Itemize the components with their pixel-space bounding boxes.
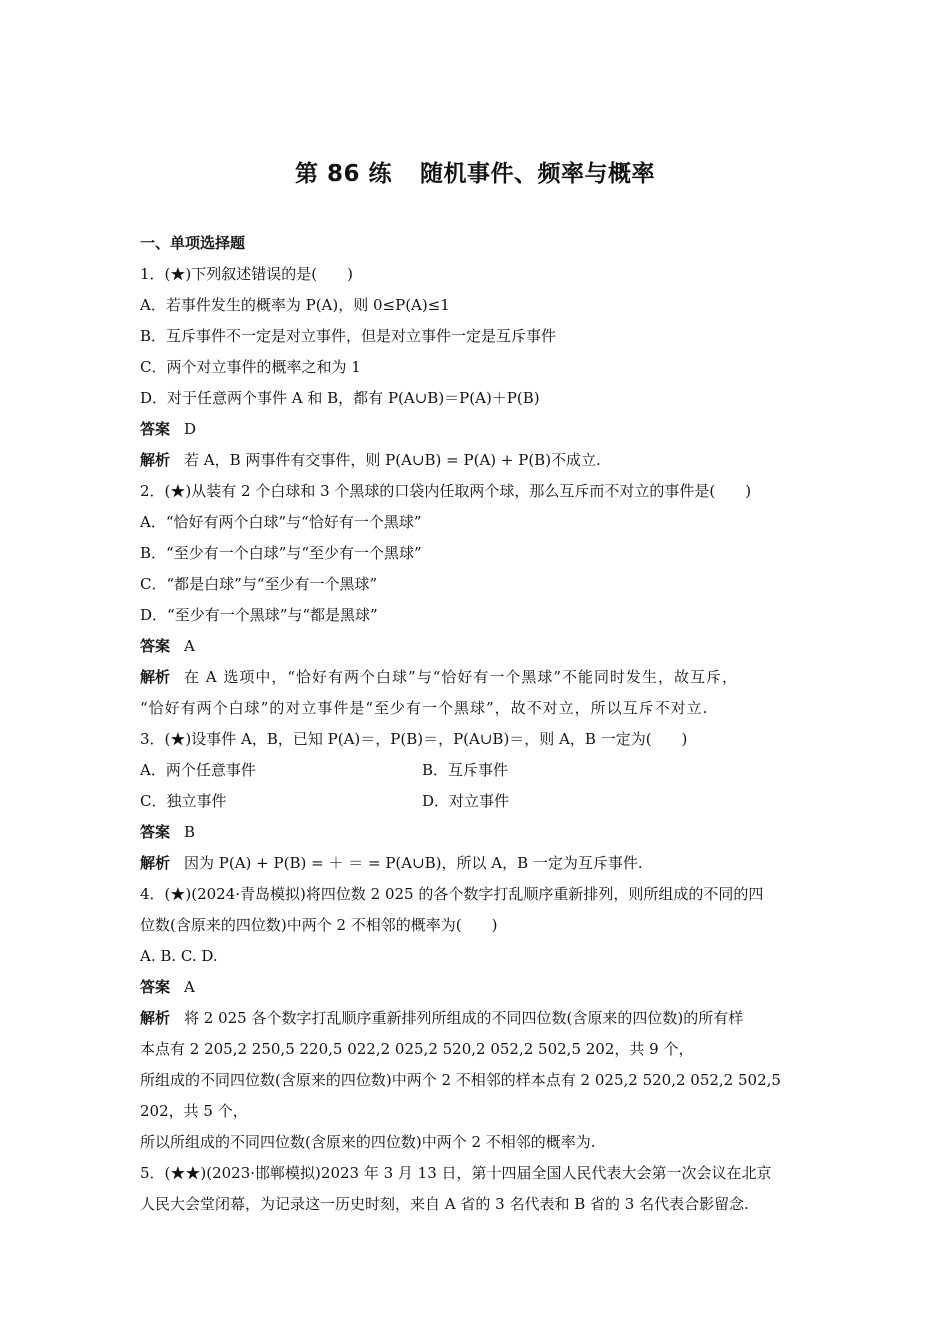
q3-answer — [140, 817, 812, 848]
q1-option-a: A．若事件发生的概率为 P(A)，则 0≤P(A)≤1 — [140, 296, 450, 314]
q2-stem: 2．(★)从装有 2 个白球和 3 个黑球的口袋内任取两个球，那么互斥而不对立的事件是( ) — [140, 482, 752, 500]
answer-label: 答案 — [140, 823, 171, 841]
q5-stem: 5．(★★)(2023·邯郸模拟)2023 年 3 月 13 日，第十四届全国人民代表大会第一次会议在北京 — [140, 1164, 772, 1182]
exercise-content — [140, 228, 812, 1220]
q1-option-c: C．两个对立事件的概率之和为 1 — [140, 358, 361, 376]
title-topic: 随机事件、频率与概率 — [420, 161, 656, 187]
section-heading: 一、单项选择题 — [140, 234, 246, 252]
q4-answer — [140, 972, 812, 1003]
q4-analysis-line3: 所组成的不同四位数(含原来的四位数)中两个 2 不相邻的样本点有 2 025,2 520,2 052,2 502,5 — [140, 1071, 781, 1089]
q4-options: A. B. C. D. — [140, 947, 218, 965]
analysis-label: 解析 — [140, 451, 171, 469]
title-number: 第 86 练 — [294, 161, 393, 187]
answer-value: D — [184, 420, 197, 438]
analysis-label: 解析 — [140, 668, 171, 686]
analysis-text: 将 2 025 各个数字打乱顺序重新排列所组成的不同四位数(含原来的四位数)的所有样 — [184, 1009, 744, 1027]
q3-options-row1 — [140, 755, 812, 786]
q4-stem: 4．(★)(2024·青岛模拟)将四位数 2 025 的各个数字打乱顺序重新排列，则所组成的不同的四 — [140, 885, 764, 903]
analysis-text: 若 A，B 两事件有交事件，则 P(A∪B) = P(A) + P(B)不成立. — [184, 451, 601, 469]
q4-analysis-line5: 所以所组成的不同四位数(含原来的四位数)中两个 2 不相邻的概率为. — [140, 1133, 596, 1151]
analysis-text: 在 A 选项中，“恰好有两个白球”与“恰好有一个黑球”不能同时发生，故互斥， — [184, 668, 739, 686]
q3-option-d: D．对立事件 — [422, 792, 510, 810]
q4-stem-cont: 位数(含原来的四位数)中两个 2 不相邻的概率为( ) — [140, 916, 498, 934]
q2-option-c: C．“都是白球”与“至少有一个黑球” — [140, 575, 378, 593]
q2-option-b: B．“至少有一个白球”与“至少有一个黑球” — [140, 544, 422, 562]
q3-analysis — [140, 848, 812, 879]
q3-option-a: A．两个任意事件 — [140, 761, 256, 779]
answer-label: 答案 — [140, 978, 171, 996]
q5-stem-cont: 人民大会堂闭幕，为记录这一历史时刻，来自 A 省的 3 名代表和 B 省的 3 名代表合影留念. — [140, 1195, 749, 1213]
q1-analysis — [140, 445, 812, 476]
answer-value: A — [184, 978, 195, 996]
answer-value: A — [184, 637, 195, 655]
analysis-label: 解析 — [140, 1009, 171, 1027]
analysis-text: 因为 P(A) + P(B) = ＋ ＝ = P(A∪B)，所以 A，B 一定为互斥事件. — [184, 854, 643, 872]
q3-option-b: B．互斥事件 — [422, 761, 509, 779]
analysis-label: 解析 — [140, 854, 171, 872]
q4-analysis — [140, 1003, 812, 1034]
q2-option-d: D．“至少有一个黑球”与“都是黑球” — [140, 606, 378, 624]
q1-stem: 1．(★)下列叙述错误的是( ) — [140, 265, 353, 283]
page-title — [0, 155, 950, 188]
q3-stem: 3．(★)设事件 A，B，已知 P(A)＝，P(B)＝，P(A∪B)＝，则 A，B 一定为( ) — [140, 730, 688, 748]
q3-option-c: C．独立事件 — [140, 792, 227, 810]
q2-answer — [140, 631, 812, 662]
answer-label: 答案 — [140, 637, 171, 655]
q2-option-a: A．“恰好有两个白球”与“恰好有一个黑球” — [140, 513, 422, 531]
q1-answer — [140, 414, 812, 445]
q1-option-d: D．对于任意两个事件 A 和 B，都有 P(A∪B)＝P(A)＋P(B) — [140, 389, 540, 407]
q4-analysis-line2: 本点有 2 205,2 250,5 220,5 022,2 025,2 520,2 052,2 502,5 202，共 9 个， — [140, 1040, 694, 1058]
q2-analysis-cont: “恰好有两个白球”的对立事件是“至少有一个黑球”，故不对立，所以互斥不对立. — [140, 699, 709, 717]
q3-options-row2 — [140, 786, 812, 817]
answer-value: B — [184, 823, 196, 841]
q1-option-b: B．互斥事件不一定是对立事件，但是对立事件一定是互斥事件 — [140, 327, 557, 345]
q4-analysis-line4: 202，共 5 个， — [140, 1102, 248, 1120]
answer-label: 答案 — [140, 420, 171, 438]
q2-analysis — [140, 662, 812, 693]
